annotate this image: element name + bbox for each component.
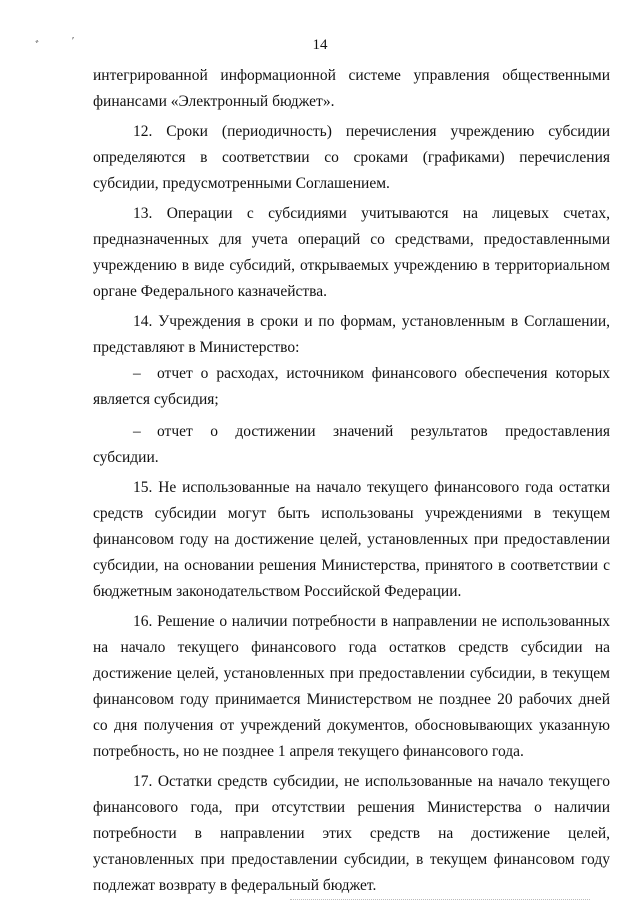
- paragraph-14: 14. Учреждения в сроки и по формам, установленным в Соглашении, представляют в Министерство:: [93, 313, 610, 356]
- dash-marker: –: [133, 365, 141, 382]
- scan-artifact: ʹ: [72, 36, 75, 47]
- list-item: [93, 361, 610, 413]
- page-number: 14: [312, 37, 328, 53]
- scan-artifact: ﾞ: [35, 39, 42, 53]
- paragraph-continuation: интегрированной информационной системе управления общественными финансами «Электронный бюджет».: [93, 67, 610, 110]
- list-item-text: отчет о достижении значений результатов предоставления субсидии.: [93, 423, 610, 466]
- list-item-text: отчет о расходах, источником финансового обеспечения которых является субсидия;: [93, 365, 610, 408]
- document-body: [93, 63, 610, 899]
- paragraph-17: 17. Остатки средств субсидии, не использованные на начало текущего финансового года, при отсутствии решения Министерства о наличии потребности в направлении этих средств на достижение целей, установленных при предоставлении субсидии, в текущем финансовом году подлежат возврату в федеральный бюджет.: [93, 773, 610, 894]
- dash-marker: –: [133, 423, 141, 440]
- paragraph-13: 13. Операции с субсидиями учитываются на лицевых счетах, предназначенных для учета операций со средствами, предоставленными учреждению в виде субсидий, открываемых учреждению в территориальном органе Федерального казначейства.: [93, 205, 610, 300]
- paragraph-16: 16. Решение о наличии потребности в направлении не использованных на начало текущего финансового года остатков средств субсидии на достижение целей, установленных при предоставлении субсидии, в текущем финансовом году принимается Министерством не позднее 20 рабочих дней со дня получения от учреждений документов, обосновывающих указанную потребность, но не позднее 1 апреля текущего финансового года.: [93, 613, 610, 760]
- paragraph-12: 12. Сроки (периодичность) перечисления учреждению субсидии определяются в соответствии со сроками (графиками) перечисления субсидии, предусмотренными Соглашением.: [93, 123, 610, 192]
- list-item: [93, 419, 610, 471]
- scan-edge-line: [290, 899, 590, 901]
- paragraph-15: 15. Не использованные на начало текущего финансового года остатки средств субсидии могут быть использованы учреждениями в текущем финансовом году на достижение целей, установленных при предоставлении субсидии, на основании решения Министерства, принятого в соответствии с бюджетным законодательством Российской Федерации.: [93, 479, 610, 600]
